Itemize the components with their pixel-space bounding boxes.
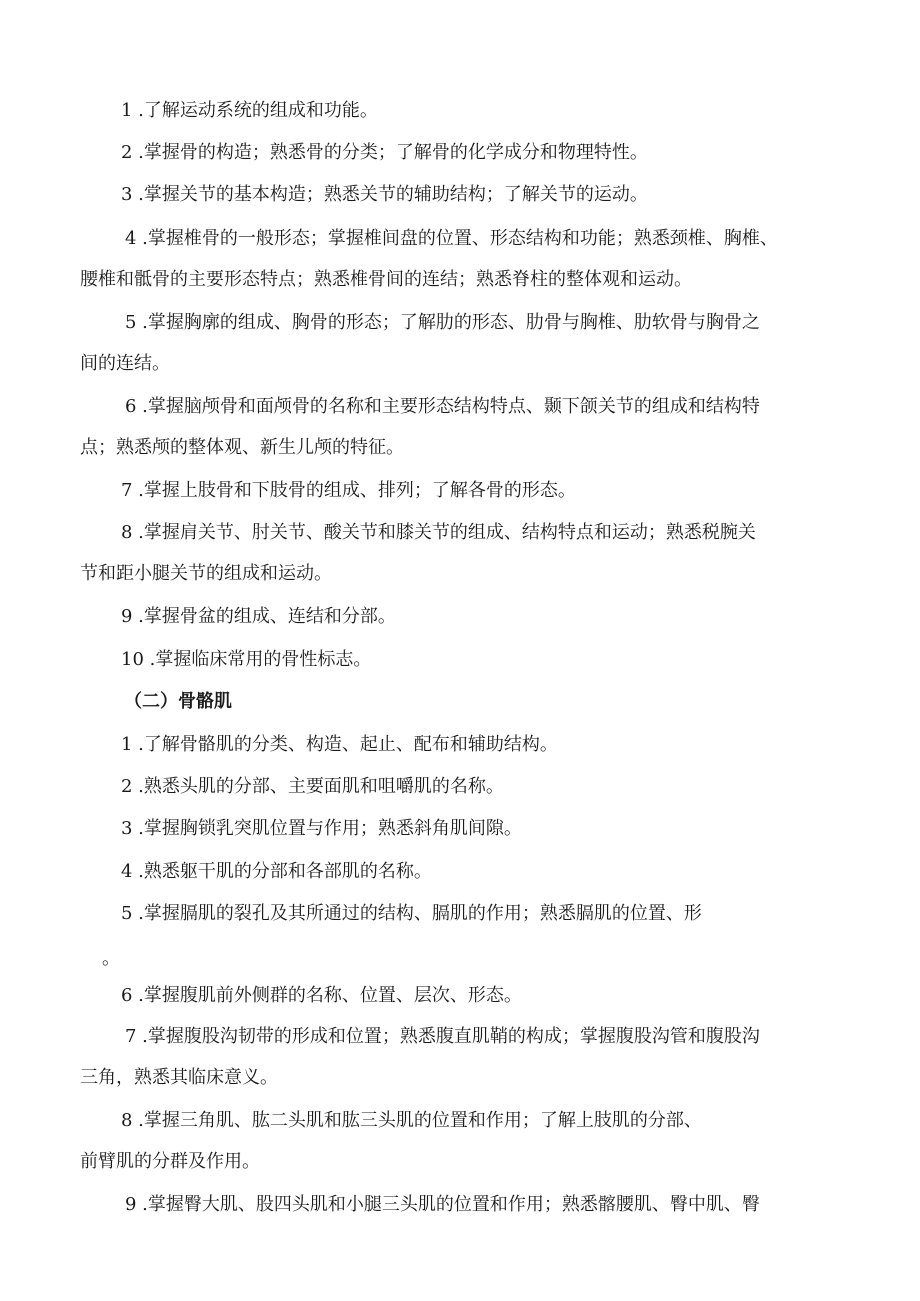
item-2-1 xyxy=(80,724,840,765)
item-1-10 xyxy=(80,639,840,680)
item-1-8 xyxy=(80,512,840,594)
item-text: 1 .了解运动系统的组成和功能。 xyxy=(121,100,378,121)
item-2-5 xyxy=(80,893,840,934)
item-text: 6 .掌握脑颅骨和面颅骨的名称和主要形态结构特点、颞下颌关节的组成和结构特 xyxy=(125,396,760,417)
item-2-2 xyxy=(80,766,840,807)
item-text: 2 .熟悉头肌的分部、主要面肌和咀嚼肌的名称。 xyxy=(121,776,504,797)
item-2-9 xyxy=(80,1184,840,1225)
section-heading: （二）骨骼肌 xyxy=(124,691,232,712)
item-text: 8 .掌握肩关节、肘关节、酸关节和膝关节的组成、结构特点和运动；熟悉税腕关 xyxy=(121,522,756,543)
item-2-3 xyxy=(80,808,840,849)
item-2-6 xyxy=(80,975,840,1016)
item-text: 9 .掌握骨盆的组成、连结和分部。 xyxy=(121,606,396,627)
item-text-cont: 腰椎和骶骨的主要形态特点；熟悉椎骨间的连结；熟悉脊柱的整体观和运动。 xyxy=(80,269,692,290)
item-1-7 xyxy=(80,470,840,511)
item-text-cont: 间的连结。 xyxy=(80,353,170,374)
stray-period: 。 xyxy=(102,948,120,969)
item-text: 3 .掌握关节的基本构造；熟悉关节的辅助结构；了解关节的运动。 xyxy=(121,184,648,205)
item-text: 5 .掌握膈肌的裂孔及其所通过的结构、膈肌的作用；熟悉膈肌的位置、形 xyxy=(121,903,702,924)
item-text: 10 .掌握临床常用的骨性标志。 xyxy=(121,649,372,670)
item-text-cont: 前臂肌的分群及作用。 xyxy=(80,1151,260,1172)
item-2-4 xyxy=(80,851,840,892)
item-text: 4 .掌握椎骨的一般形态；掌握椎间盘的位置、形态结构和功能；熟悉颈椎、胸椎、 xyxy=(125,228,778,249)
item-2-8 xyxy=(80,1100,840,1182)
item-text: 1 .了解骨骼肌的分类、构造、起止、配布和辅助结构。 xyxy=(121,734,558,755)
item-text: 7 .掌握上肢骨和下肢骨的组成、排列；了解各骨的形态。 xyxy=(121,480,576,501)
item-text: 6 .掌握腹肌前外侧群的名称、位置、层次、形态。 xyxy=(121,985,522,1006)
item-text: 7 .掌握腹股沟韧带的形成和位置；熟悉腹直肌鞘的构成；掌握腹股沟管和腹股沟 xyxy=(125,1026,760,1047)
item-text: 5 .掌握胸廓的组成、胸骨的形态；了解肋的形态、肋骨与胸椎、肋软骨与胸骨之 xyxy=(125,312,760,333)
item-text: 9 .掌握臀大肌、股四头肌和小腿三头肌的位置和作用；熟悉髂腰肌、臀中肌、臀 xyxy=(125,1194,760,1215)
item-text-cont: 点；熟悉颅的整体观、新生儿颅的特征。 xyxy=(80,437,404,458)
item-1-2 xyxy=(80,132,840,173)
item-1-9 xyxy=(80,596,840,637)
item-text-cont: 节和距小腿关节的组成和运动。 xyxy=(80,563,332,584)
item-1-4 xyxy=(80,218,840,300)
item-text: 2 .掌握骨的构造；熟悉骨的分类；了解骨的化学成分和物理特性。 xyxy=(121,142,648,163)
item-1-1 xyxy=(80,90,840,131)
item-text-cont: 三角，熟悉其临床意义。 xyxy=(80,1067,278,1088)
item-text: 8 .掌握三角肌、肱二头肌和肱三头肌的位置和作用；了解上肢肌的分部、 xyxy=(121,1110,702,1131)
item-1-6 xyxy=(80,386,840,468)
item-1-3 xyxy=(80,174,840,215)
item-2-7 xyxy=(80,1016,840,1098)
item-1-5 xyxy=(80,302,840,384)
item-text: 4 .熟悉躯干肌的分部和各部肌的名称。 xyxy=(121,861,432,882)
item-text: 3 .掌握胸锁乳突肌位置与作用；熟悉斜角肌间隙。 xyxy=(121,818,522,839)
